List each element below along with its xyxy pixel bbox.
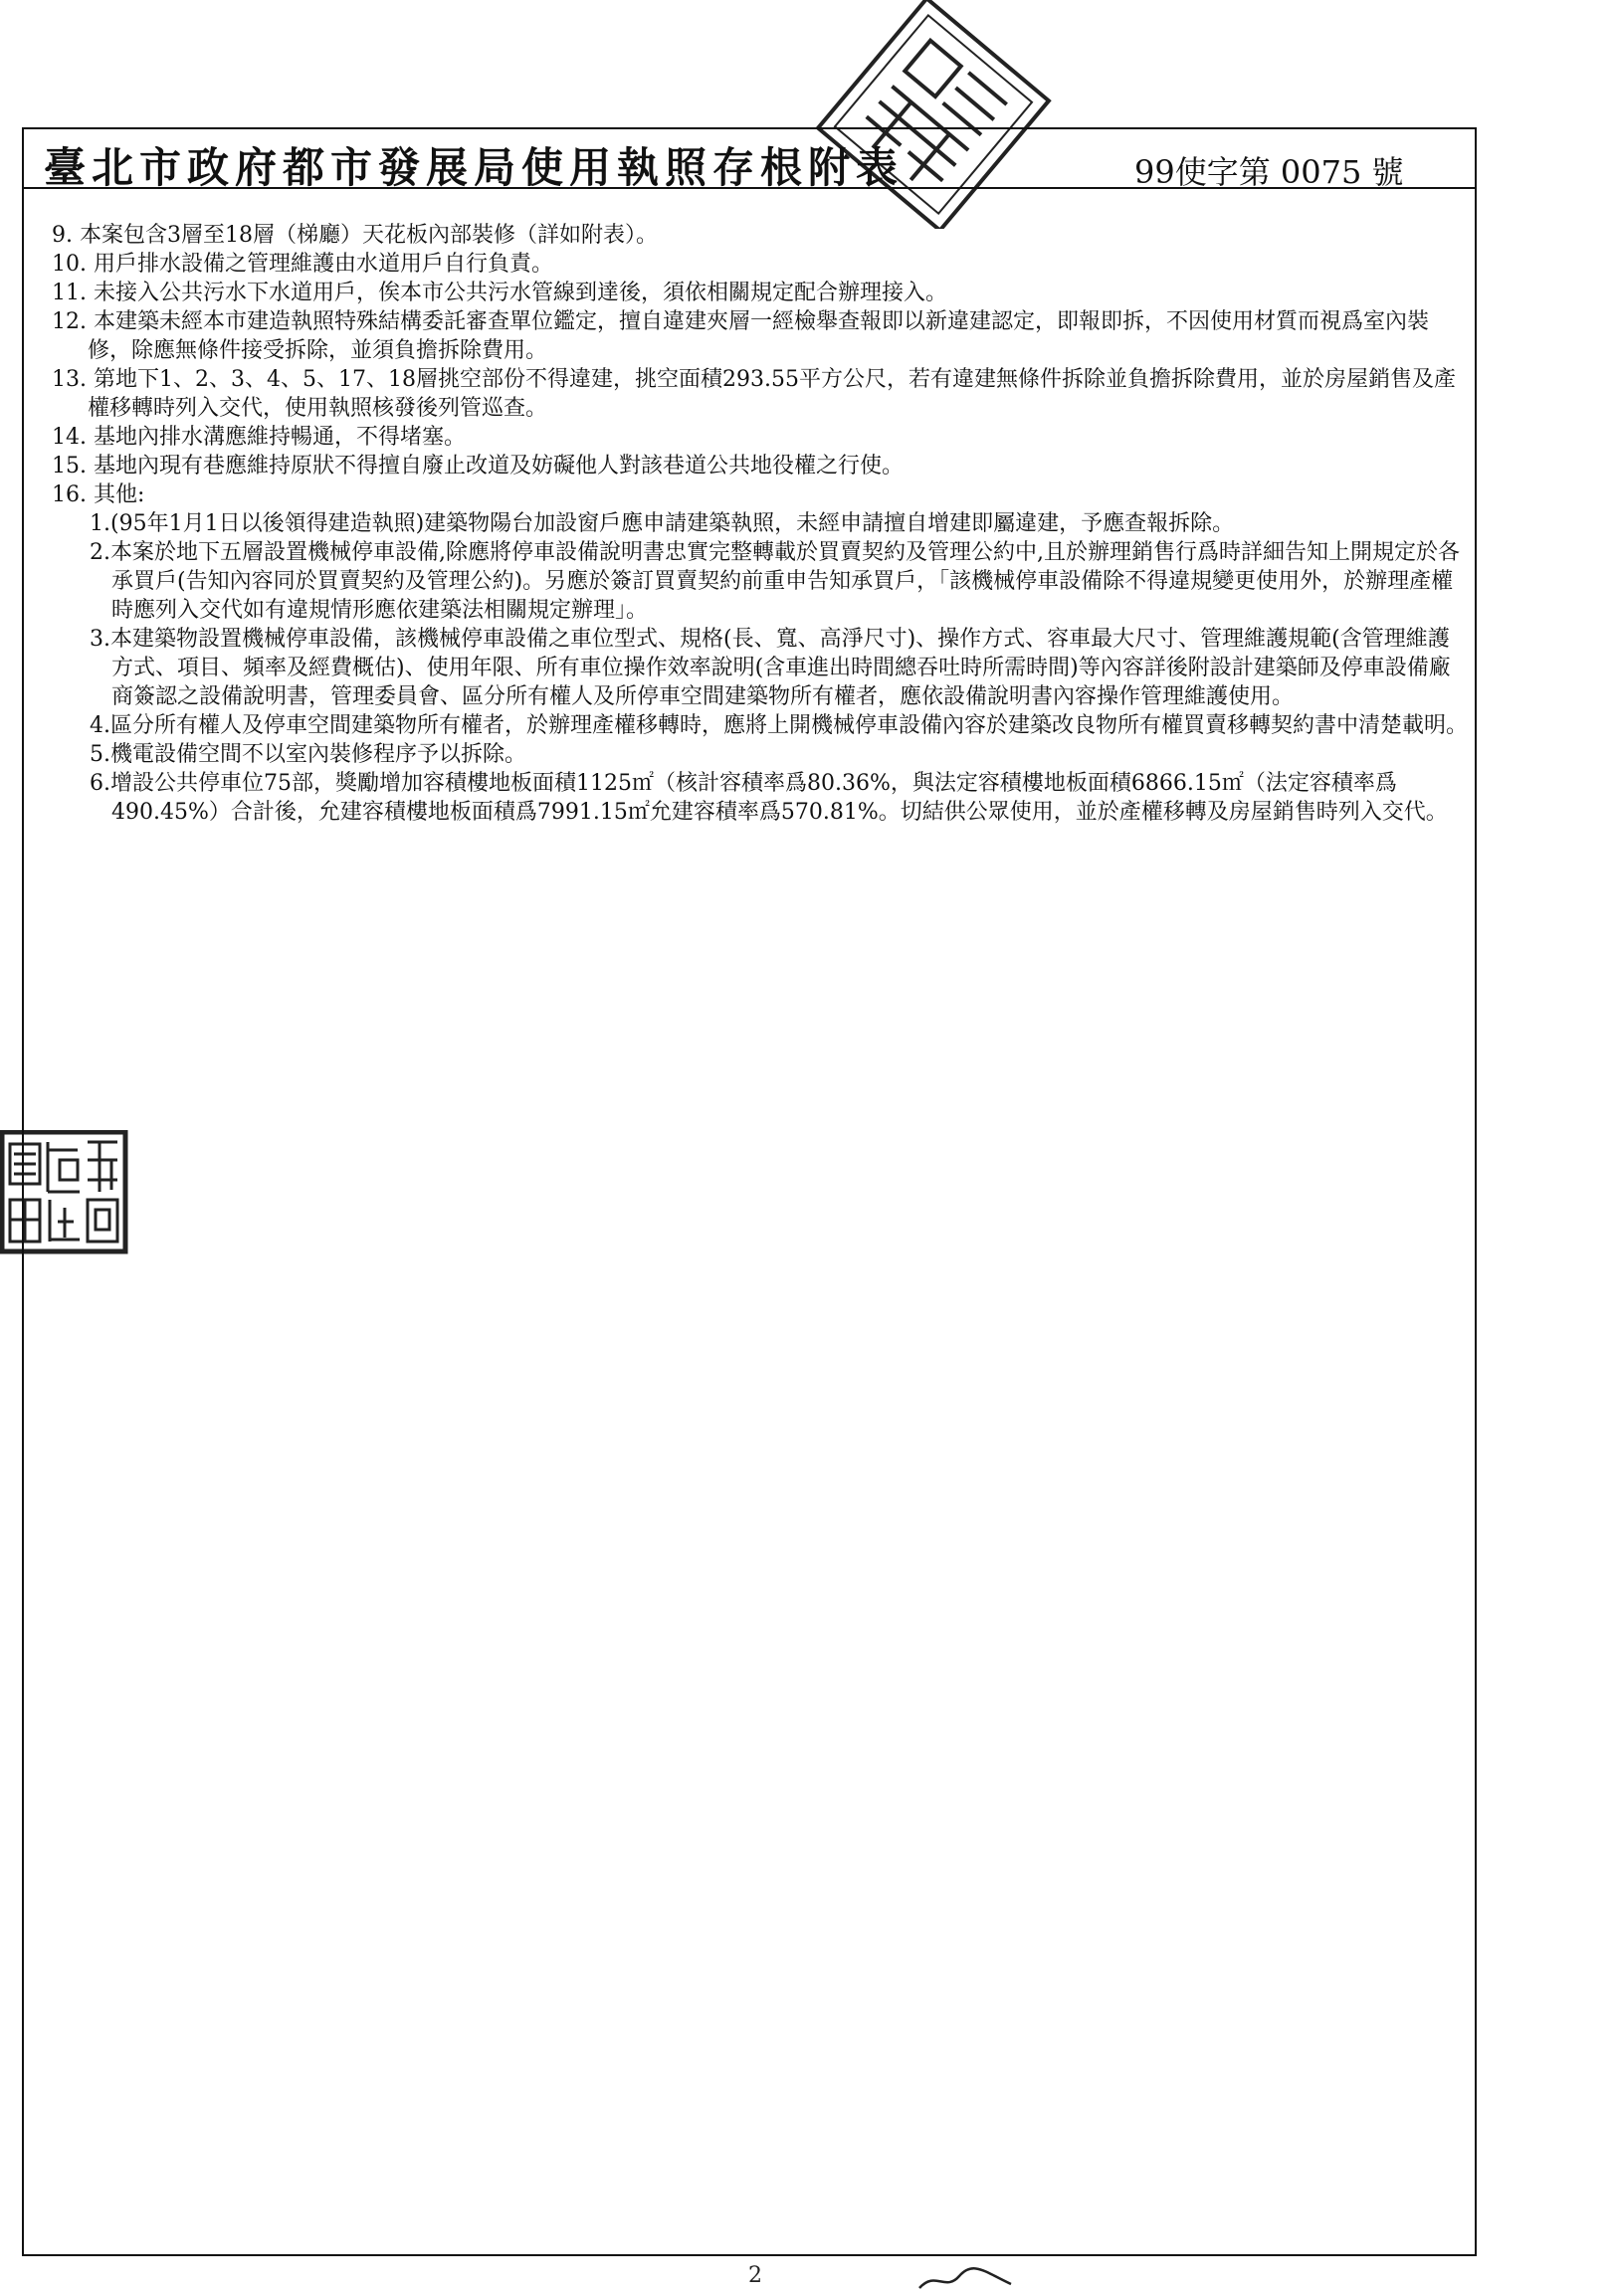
page-mark: 2 (748, 2263, 762, 2288)
other-item-text: 增設公共停車位75部，獎勵增加容積樓地板面積1125㎡（核計容積率爲80.36%，與法定容積樓地板面積6866.15㎡（法定容積率爲490.45%）合計後，允建容積樓地板面積爲7991.15㎡允建容積率爲570.81%。切結供公眾使用，並於產權移轉及房屋銷售時列入交代。 (110, 771, 1448, 825)
other-item-text: 本案於地下五層設置機械停車設備,除應將停車設備說明書忠實完整轉載於買賣契約及管理公約中,且於辦理銷售行爲時詳細告知上開規定於各承買戶(告知內容同於買賣契約及管理公約)。另應於簽訂買賣契約前重申告知承買戶，「該機械停車設備除不得違規變更使用外，於辦理產權時應列入交代如有違規情形應依建築法相關規定辦理」。 (110, 540, 1460, 623)
other-item (52, 538, 1469, 625)
note-number: 13. (52, 367, 87, 392)
note-number: 9. (52, 223, 73, 248)
note-number: 11. (52, 281, 87, 305)
note-text: 本建築未經本市建造執照特殊結構委託審查單位鑑定，擅自違建夾層一經檢舉查報即以新違建認定，即報即拆，不因使用材質而視爲室內裝修，除應無條件接受拆除，並須負擔拆除費用。 (88, 309, 1430, 363)
note-item (52, 452, 1469, 480)
note-number: 15. (52, 454, 87, 478)
permit-number: 99使字第 0075 號 (1134, 153, 1404, 191)
note-text: 第地下1、2、3、4、5、17、18層挑空部份不得違建，挑空面積293.55平方公尺，若有違建無條件拆除並負擔拆除費用，並於房屋銷售及產權移轉時列入交代，使用執照核發後列管巡查。 (88, 367, 1456, 421)
note-number: 16. (52, 482, 87, 507)
other-item-text: (95年1月1日以後領得建造執照)建築物陽台加設窗戶應申請建築執照，未經申請擅自增建即屬違建，予應查報拆除。 (110, 511, 1235, 536)
note-text: 本案包含3層至18層（梯廳）天花板內部裝修（詳如附表）。 (80, 223, 658, 248)
note-item (52, 250, 1469, 279)
other-item (52, 740, 1469, 769)
notes-list (52, 221, 1469, 827)
note-text: 基地內現有巷應維持原狀不得擅自廢止改道及妨礙他人對該巷道公共地役權之行使。 (94, 454, 905, 478)
other-item-number: 5. (90, 742, 110, 767)
other-item (52, 625, 1469, 711)
other-item-number: 6. (90, 771, 110, 796)
other-item-number: 1. (90, 511, 110, 536)
note-number: 10. (52, 252, 87, 277)
note-item (52, 307, 1469, 365)
note-item (52, 221, 1469, 250)
other-item-number: 4. (90, 713, 110, 738)
other-item-number: 3. (90, 627, 110, 652)
other-item-number: 2. (90, 540, 110, 565)
other-item (52, 769, 1469, 827)
other-item (52, 509, 1469, 538)
note-number: 12. (52, 309, 87, 334)
other-item-text: 本建築物設置機械停車設備，該機械停車設備之車位型式、規格(長、寬、高淨尺寸)、操作方式、容車最大尺寸、管理維護規範(含管理維護方式、項目、頻率及經費概估)、使用年限、所有車位操作效率說明(含車進出時間總吞吐時所需時間)等內容詳後附設計建築師及停車設備廠商簽認之設備說明書，管理委員會、區分所有權人及所停車空間建築物所有權者，應依設備說明書內容操作管理維護使用。 (110, 627, 1451, 709)
note-text: 用戶排水設備之管理維護由水道用戶自行負責。 (94, 252, 554, 277)
note-item (52, 365, 1469, 423)
note-item (52, 279, 1469, 307)
note-text: 基地內排水溝應維持暢通，不得堵塞。 (94, 425, 467, 450)
other-item-text: 區分所有權人及停車空間建築物所有權者，於辦理產權移轉時，應將上開機械停車設備內容於建築改良物所有權買賣移轉契約書中清楚載明。 (110, 713, 1469, 738)
other-item (52, 711, 1469, 740)
note-text: 未接入公共污水下水道用戶，俟本市公共污水管線到達後，須依相關規定配合辦理接入。 (94, 281, 948, 305)
note-item (52, 480, 1469, 509)
document-title: 臺北市政府都市發展局使用執照存根附表 (44, 143, 905, 192)
other-item-text: 機電設備空間不以室內裝修程序予以拆除。 (110, 742, 527, 767)
note-text: 其他: (94, 482, 145, 507)
note-item (52, 423, 1469, 452)
handwritten-signature (915, 2266, 1015, 2294)
note-number: 14. (52, 425, 87, 450)
